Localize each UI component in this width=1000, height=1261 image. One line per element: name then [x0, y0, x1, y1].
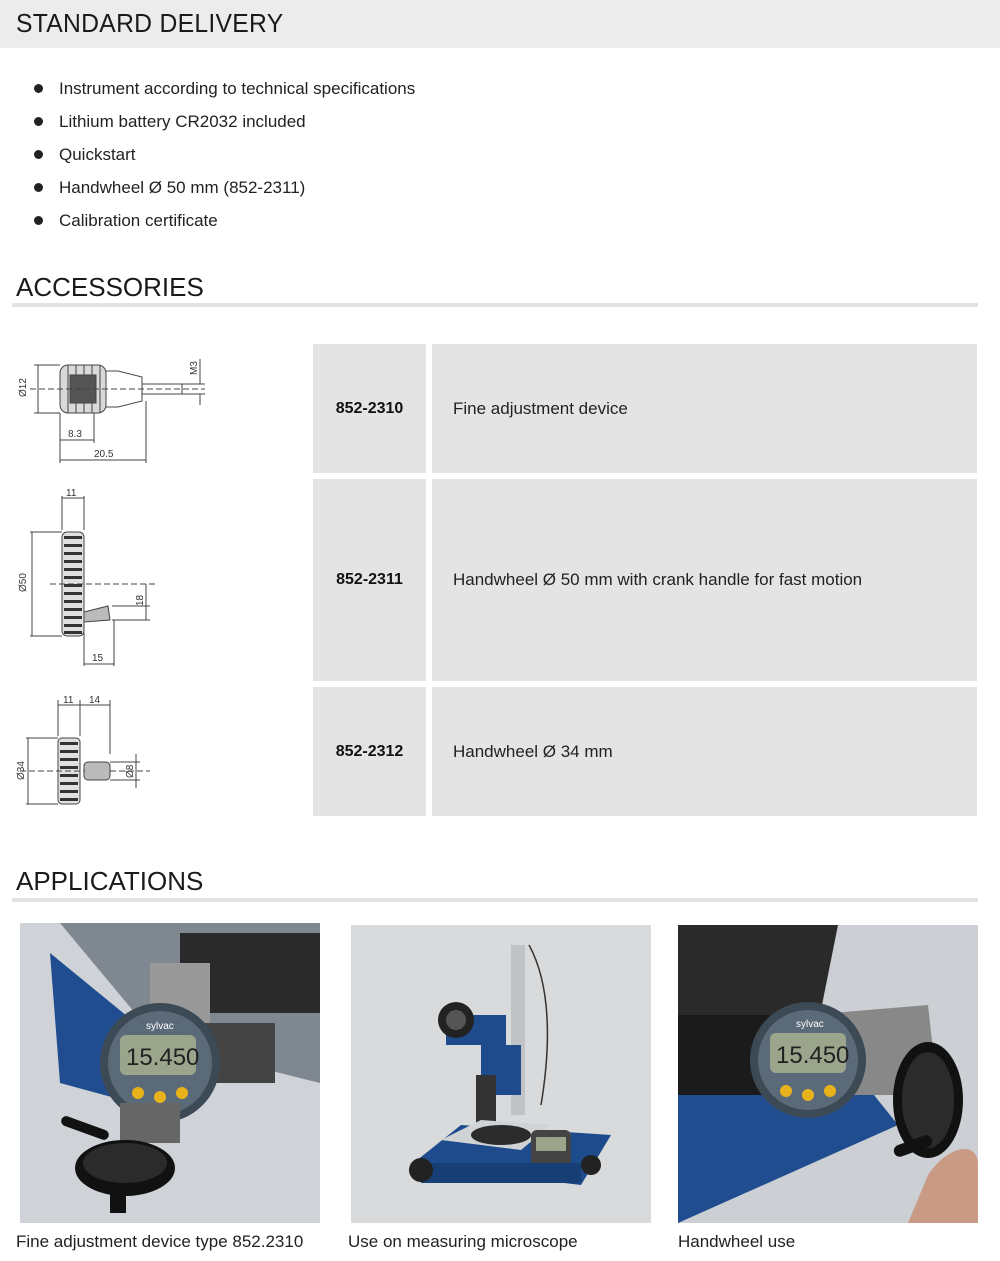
photo-caption: Use on measuring microscope	[348, 1232, 578, 1251]
list-item: Instrument according to technical specifications	[34, 72, 415, 105]
applications-divider	[12, 898, 978, 902]
accessory-description: Handwheel Ø 34 mm	[432, 687, 977, 816]
measuring-microscope-photo	[351, 925, 651, 1223]
bullet-icon	[34, 117, 43, 126]
list-item: Calibration certificate	[34, 204, 415, 237]
bullet-icon	[34, 216, 43, 225]
dim-label: 15	[92, 653, 104, 664]
bullet-icon	[34, 183, 43, 192]
accessories-divider	[12, 303, 978, 307]
handwheel-50-drawing	[10, 488, 170, 673]
photo-caption: Handwheel use	[678, 1232, 796, 1251]
dim-label: 8.3	[68, 429, 82, 440]
fine-adjustment-device-drawing	[10, 345, 220, 470]
handwheel-34-drawing	[10, 692, 160, 812]
lcd-reading: 15.450	[776, 1042, 850, 1069]
list-item: Lithium battery CR2032 included	[34, 105, 415, 138]
accessory-code: 852-2310	[313, 344, 426, 473]
handwheel-use-photo	[678, 925, 978, 1223]
list-item: Handwheel Ø 50 mm (852-2311)	[34, 171, 415, 204]
accessory-description: Handwheel Ø 50 mm with crank handle for fast motion	[432, 479, 977, 681]
accessory-code: 852-2311	[313, 479, 426, 681]
list-item: Quickstart	[34, 138, 415, 171]
dim-label: 18	[135, 594, 146, 606]
accessories-title: ACCESSORIES	[16, 272, 204, 302]
lcd-reading: 15.450	[126, 1044, 200, 1071]
brand-label: sylvac	[796, 1019, 824, 1030]
dim-label: M3	[189, 361, 200, 375]
dim-label: Ø8	[125, 764, 136, 778]
dim-label: 11	[63, 695, 74, 706]
dim-label: Ø12	[18, 378, 29, 397]
bullet-icon	[34, 84, 43, 93]
bullet-icon	[34, 150, 43, 159]
dim-label: 20.5	[94, 449, 114, 460]
photo-caption: Fine adjustment device type 852.2310	[16, 1232, 304, 1251]
dim-label: 11	[66, 488, 77, 499]
fine-adjustment-photo	[20, 923, 320, 1223]
standard-delivery-list	[34, 72, 415, 237]
standard-delivery-title: STANDARD DELIVERY	[16, 8, 284, 38]
applications-title: APPLICATIONS	[16, 866, 204, 896]
dim-label: 14	[89, 695, 101, 706]
brand-label: sylvac	[146, 1021, 174, 1032]
dim-label: Ø34	[16, 761, 27, 780]
accessory-description: Fine adjustment device	[432, 344, 977, 473]
dim-label: Ø50	[18, 573, 29, 592]
accessory-code: 852-2312	[313, 687, 426, 816]
